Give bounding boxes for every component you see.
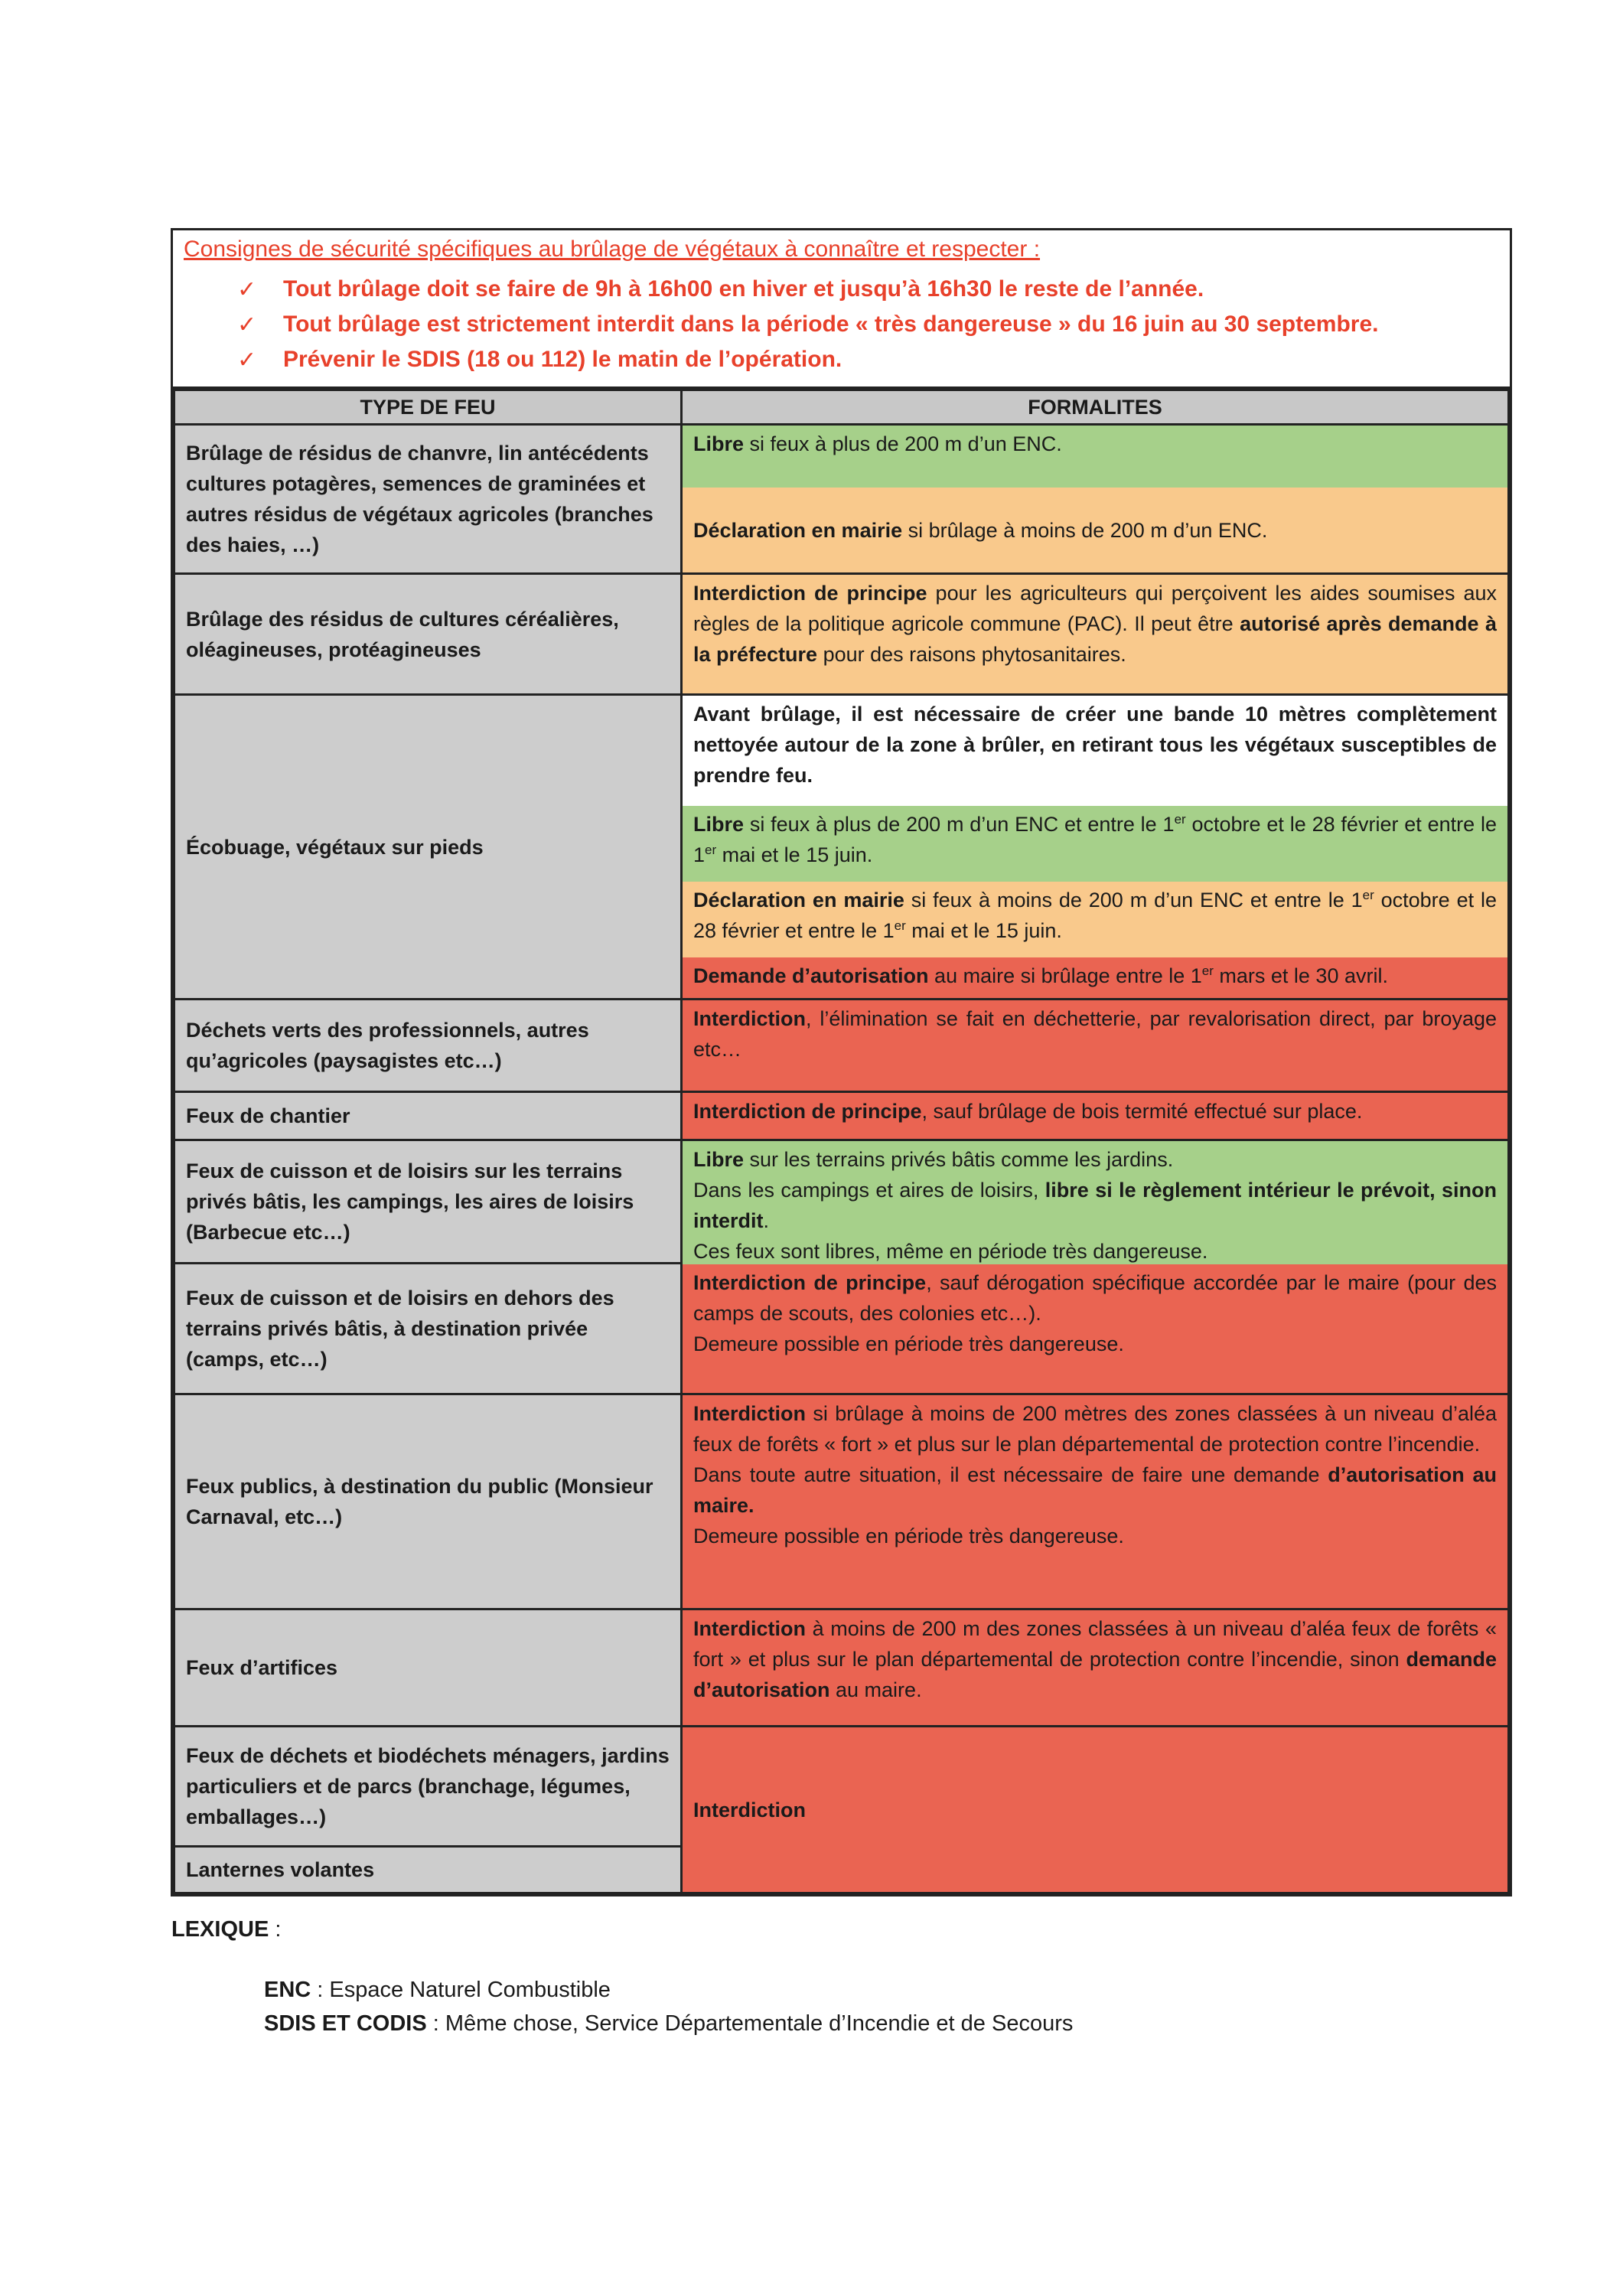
formalites-keyword: demande d’autorisation <box>693 1648 1497 1701</box>
formalites-text <box>693 1398 1497 1459</box>
formalites-detail: à moins de 200 m des zones classées à un niveau d’aléa feux de forêts « fort » et plus sur le plan départemental de protection contre l’incendie, sinon <box>693 1617 1497 1671</box>
fire-type-cell: Feux de déchets et biodéchets ménagers, jardins particuliers et de parcs (branchage, légumes, emballages…) <box>174 1727 682 1847</box>
lexicon-entry <box>264 2007 1073 2040</box>
formalites-cell <box>682 1092 1509 1140</box>
superscript: er <box>1174 812 1186 827</box>
formalites-text <box>693 1236 1497 1267</box>
formalites-text <box>693 960 1497 991</box>
formalites-keyword: Interdiction <box>693 1007 806 1030</box>
formalites-keyword: Demande d’autorisation <box>693 964 929 987</box>
formalites-cell <box>682 695 1509 1000</box>
formalites-text <box>693 699 1497 791</box>
formalites-keyword: Libre <box>693 432 745 455</box>
rule-item <box>237 310 1499 339</box>
document-frame <box>171 228 1512 1896</box>
formalites-text <box>693 1795 1497 1825</box>
formalites-detail: si feux à plus de 200 m d’un ENC et entre le 1er octobre et le 28 février et entre le 1er mai et le 15 juin. <box>693 812 1497 867</box>
formalites-text <box>693 1459 1497 1521</box>
fire-type-cell: Feux de cuisson et de loisirs sur les terrains privés bâtis, les campings, les aires de loisirs (Barbecue etc…) <box>174 1140 682 1264</box>
formalites-keyword: Libre <box>693 813 745 837</box>
lexicon-definition: : Espace Naturel Combustible <box>311 1978 611 2002</box>
formalites-cell <box>682 1140 1509 1264</box>
lexicon-entry <box>264 1973 1073 2007</box>
rule-text: Tout brûlage est strictement interdit dans la période « très dangereuse » du 16 juin au 30 septembre. <box>283 311 1379 337</box>
rule-item <box>237 345 1499 374</box>
lexicon-term: ENC <box>264 1978 311 2002</box>
formalites-detail: pour des raisons phytosanitaires. <box>817 643 1126 666</box>
checkmark-icon: ✓ <box>237 311 257 338</box>
table-row <box>174 695 1509 1000</box>
formalites-text <box>693 1329 1497 1359</box>
formalites-segment-red <box>683 1093 1507 1139</box>
formalites-text <box>693 809 1497 870</box>
fire-type-cell: Feux de cuisson et de loisirs en dehors des terrains privés bâtis, à destination privée (camps, etc…) <box>174 1264 682 1394</box>
formalites-keyword: Avant brûlage, il est nécessaire de créer une bande 10 mètres complètement nettoyée autour de la zone à brûler, en retirant tous les végétaux susceptibles de prendre feu. <box>693 703 1497 787</box>
formalites-keyword: d’autorisation au maire. <box>693 1463 1497 1517</box>
formalites-cell <box>682 425 1509 574</box>
lexicon-term: SDIS ET CODIS <box>264 2011 427 2036</box>
fire-type-cell: Brûlage de résidus de chanvre, lin antécédents cultures potagères, semences de graminées et autres résidus de végétaux agricoles (branches des haies, …) <box>174 425 682 574</box>
checkmark-icon: ✓ <box>237 276 257 302</box>
rule-item <box>237 275 1499 304</box>
table-row <box>174 574 1509 695</box>
formalites-segment-red <box>683 957 1507 998</box>
formalites-segment-red <box>683 1264 1507 1393</box>
superscript: er <box>705 843 717 858</box>
formalites-detail: Demeure possible en période très dangereuse. <box>693 1332 1124 1355</box>
formalites-keyword: Interdiction de principe <box>693 1271 927 1294</box>
formalites-detail: pour les agriculteurs qui perçoivent les aides soumises aux règles de la politique agricole commune (PAC). Il peut être <box>693 582 1497 635</box>
formalites-detail: si feux à moins de 200 m d’un ENC et entre le 1er octobre et le 28 février et entre le 1er mai et le 15 juin. <box>693 887 1497 942</box>
table-row <box>174 1092 1509 1140</box>
superscript: er <box>1201 963 1214 978</box>
lexicon-entries <box>264 1973 1073 2040</box>
formalites-cell <box>682 1264 1509 1394</box>
formalites-keyword: autorisé après demande à la préfecture <box>693 612 1497 666</box>
formalites-detail: si brûlage à moins de 200 m d’un ENC. <box>902 518 1268 542</box>
table-row <box>174 1140 1509 1264</box>
formalites-keyword: Interdiction de principe <box>693 582 927 605</box>
formalites-keyword: Interdiction de principe <box>693 1100 922 1123</box>
fire-type-cell: Brûlage des résidus de cultures céréalières, oléagineuses, protéagineuses <box>174 574 682 695</box>
formalites-text <box>693 1144 1497 1175</box>
formalites-detail: Dans les campings et aires de loisirs, <box>693 1179 1045 1202</box>
formalites-segment-green <box>683 426 1507 488</box>
formalites-text <box>693 429 1497 459</box>
instructions-title: Consignes de sécurité spécifiques au brûlage de végétaux à connaître et respecter : <box>184 236 1041 262</box>
formalites-detail: Demeure possible en période très dangereuse. <box>693 1525 1124 1548</box>
formalites-cell <box>682 1727 1509 1893</box>
formalites-text <box>693 885 1497 946</box>
checkmark-icon: ✓ <box>237 347 257 373</box>
formalites-cell <box>682 1609 1509 1727</box>
superscript: er <box>894 918 906 933</box>
formalites-detail: , sauf brûlage de bois termité effectué sur place. <box>921 1100 1363 1123</box>
table-row <box>174 1727 1509 1847</box>
formalites-keyword: Déclaration en mairie <box>693 888 904 912</box>
formalites-cell <box>682 1000 1509 1092</box>
formalites-detail: , sauf dérogation spécifique accordée par le maire (pour des camps de scouts, des colonies etc…). <box>693 1271 1498 1325</box>
lexicon-heading <box>171 1917 281 1942</box>
lexicon-title: LEXIQUE <box>171 1917 269 1942</box>
formalites-text <box>693 1613 1497 1705</box>
fire-type-cell: Écobuage, végétaux sur pieds <box>174 695 682 1000</box>
table-row <box>174 1609 1509 1727</box>
formalites-segment-green <box>683 1141 1507 1270</box>
rule-text: Prévenir le SDIS (18 ou 112) le matin de l’opération. <box>283 347 842 372</box>
formalites-segment-white <box>683 696 1507 806</box>
fire-type-table <box>173 389 1510 1894</box>
fire-type-cell: Feux d’artifices <box>174 1609 682 1727</box>
formalites-detail: Dans toute autre situation, il est nécessaire de faire une demande <box>693 1463 1328 1486</box>
lexicon-definition: : Même chose, Service Départementale d’Incendie et de Secours <box>426 2011 1074 2036</box>
formalites-segment-red <box>683 1727 1507 1892</box>
formalites-text <box>693 1267 1497 1329</box>
formalites-cell <box>682 574 1509 695</box>
formalites-detail: . <box>763 1209 770 1232</box>
formalites-segment-orange <box>683 882 1507 957</box>
formalites-keyword: Interdiction <box>693 1798 806 1821</box>
formalites-detail: sur les terrains privés bâtis comme les jardins. <box>744 1148 1174 1171</box>
formalites-detail: si brûlage à moins de 200 mètres des zones classées à un niveau d’aléa feux de forêts « fort » et plus sur le plan départemental de protection contre l’incendie. <box>693 1402 1497 1456</box>
formalites-segment-orange <box>683 488 1507 572</box>
formalites-keyword: libre si le règlement intérieur le prévoit, sinon interdit <box>693 1179 1497 1232</box>
formalites-text <box>693 1175 1497 1236</box>
table-row <box>174 1264 1509 1394</box>
column-header-formalites: FORMALITES <box>682 390 1509 425</box>
formalites-text <box>693 578 1497 670</box>
fire-type-cell: Déchets verts des professionnels, autres qu’agricoles (paysagistes etc…) <box>174 1000 682 1092</box>
formalites-detail: au maire. <box>829 1678 922 1701</box>
formalites-segment-red <box>683 1000 1507 1091</box>
formalites-detail: si feux à plus de 200 m d’un ENC. <box>744 432 1062 455</box>
formalites-detail: Ces feux sont libres, même en période très dangereuse. <box>693 1240 1208 1263</box>
table-header-row <box>174 390 1509 425</box>
formalites-text <box>693 515 1497 546</box>
table-row <box>174 1394 1509 1609</box>
formalites-detail: au maire si brûlage entre le 1er mars et le 30 avril. <box>928 963 1388 987</box>
formalites-keyword: Libre <box>693 1148 745 1171</box>
superscript: er <box>1362 887 1374 902</box>
formalites-keyword: Déclaration en mairie <box>693 518 903 542</box>
fire-type-cell: Lanternes volantes <box>174 1847 682 1893</box>
table-row <box>174 1000 1509 1092</box>
column-header-type: TYPE DE FEU <box>174 390 682 425</box>
formalites-cell <box>682 1394 1509 1609</box>
lexicon-title-suffix: : <box>269 1917 282 1942</box>
formalites-segment-red <box>683 1395 1507 1608</box>
formalites-text <box>693 1096 1497 1127</box>
rule-text: Tout brûlage doit se faire de 9h à 16h00 en hiver et jusqu’à 16h30 le reste de l’année. <box>283 276 1204 302</box>
fire-type-cell: Feux publics, à destination du public (Monsieur Carnaval, etc…) <box>174 1394 682 1609</box>
formalites-segment-orange <box>683 575 1507 693</box>
fire-type-cell: Feux de chantier <box>174 1092 682 1140</box>
formalites-text <box>693 1003 1497 1065</box>
formalites-segment-green <box>683 806 1507 882</box>
table-row <box>174 425 1509 574</box>
formalites-detail: , l’élimination se fait en déchetterie, par revalorisation direct, par broyage etc… <box>693 1007 1497 1061</box>
formalites-text <box>693 1521 1497 1551</box>
formalites-keyword: Interdiction <box>693 1617 806 1640</box>
safety-instructions <box>173 230 1510 389</box>
formalites-segment-red <box>683 1610 1507 1725</box>
formalites-keyword: Interdiction <box>693 1402 806 1425</box>
